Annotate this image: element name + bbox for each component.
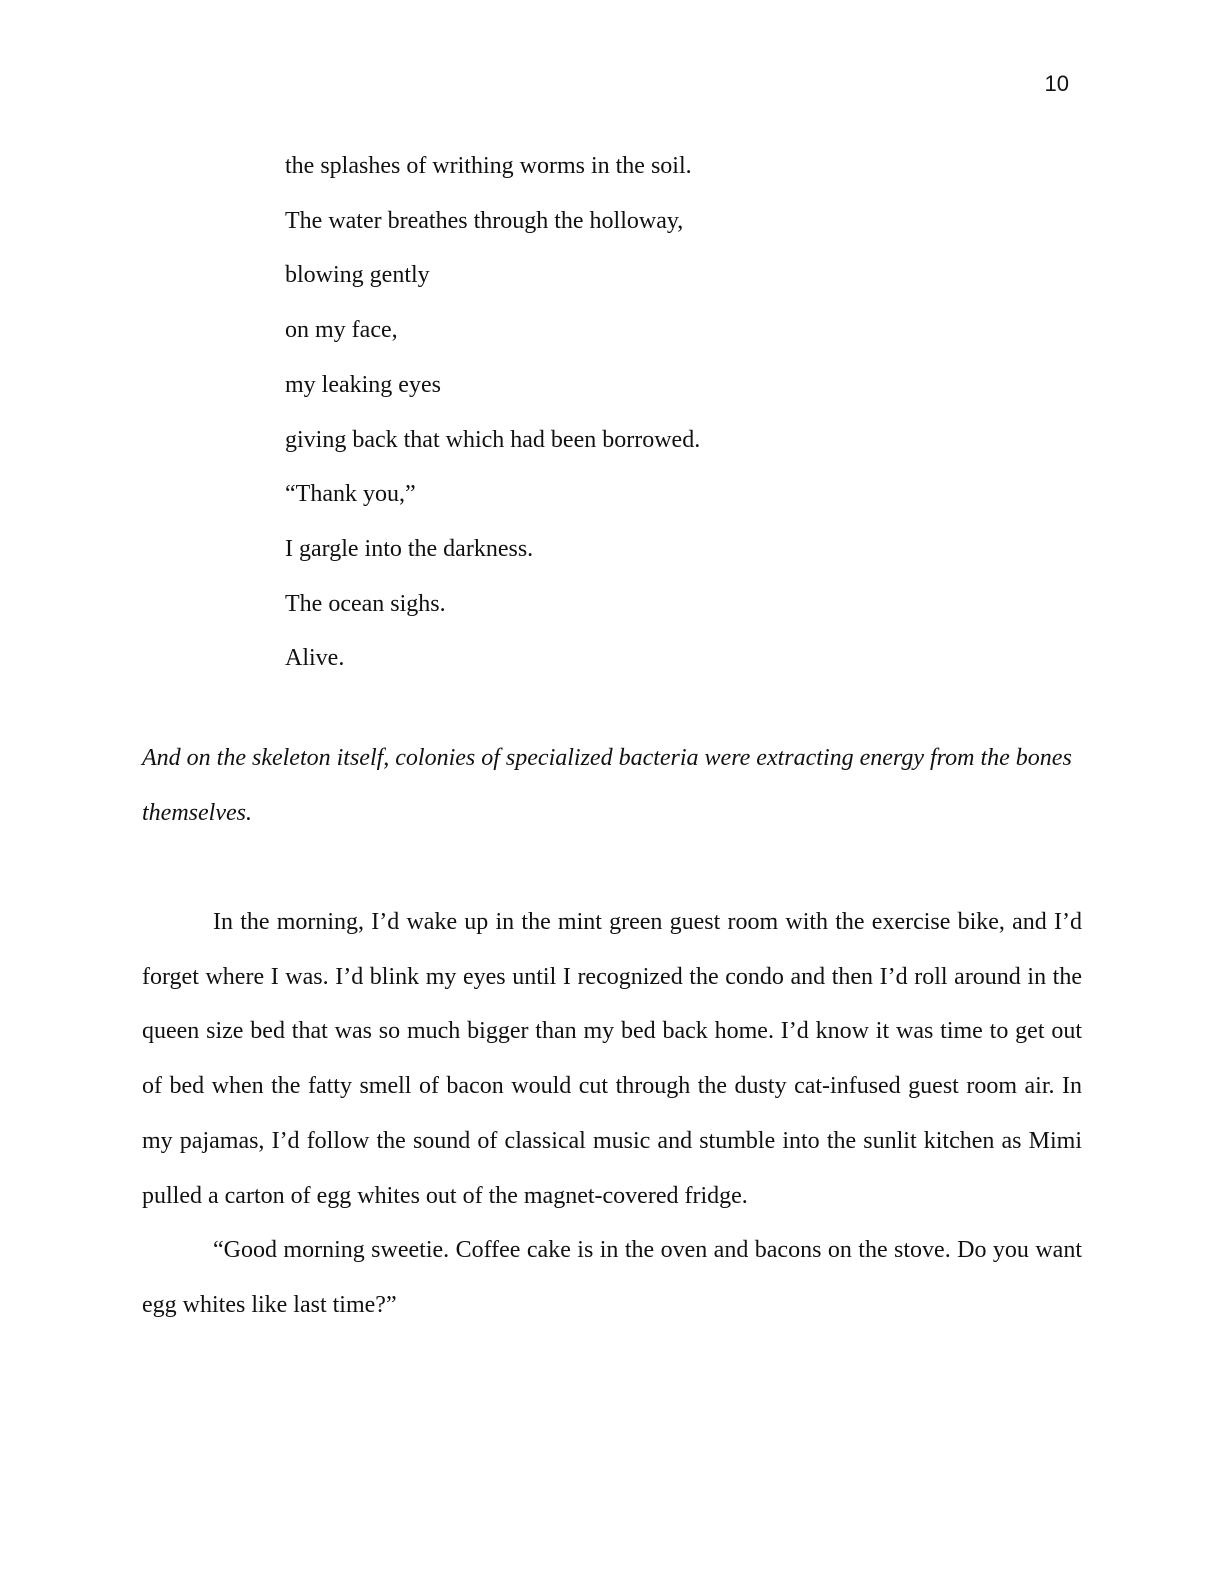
poem-line: the splashes of writhing worms in the soil. bbox=[285, 153, 692, 179]
poem-line: I gargle into the darkness. bbox=[285, 535, 534, 562]
poem-line: my leaking eyes bbox=[285, 371, 441, 398]
prose-paragraph: In the morning, I’d wake up in the mint green guest room with the exercise bike, and I’d forget where I was. I’d blink my eyes until I recognized the condo and then I’d roll around in the queen size bed that was so much bigger than my bed back home. I’d know it was time to get out of bed when the fatty smell of bacon would cut through the dusty cat-infused guest room air. In my pajamas, I’d follow the sound of classical music and stumble into the sunlit kitchen as Mimi pulled a carton of egg whites out of the magnet-covered fridge. bbox=[142, 909, 1082, 1209]
poem-line: giving back that which had been borrowed. bbox=[285, 426, 701, 453]
poem-line: Alive. bbox=[285, 645, 345, 672]
poem-line: The water breathes through the holloway, bbox=[285, 207, 684, 234]
poem-line: blowing gently bbox=[285, 262, 430, 289]
poem-line: The ocean sighs. bbox=[285, 590, 446, 617]
prose-section bbox=[142, 895, 1082, 1333]
page-number: 10 bbox=[1044, 71, 1069, 96]
poem-line: “Thank you,” bbox=[285, 481, 416, 508]
poem-stanza bbox=[285, 139, 1085, 686]
poem-line: on my face, bbox=[285, 317, 398, 344]
italic-epigraph: And on the skeleton itself, colonies of specialized bacteria were extracting energy from the bones themselves. bbox=[142, 745, 1072, 826]
dialogue-paragraph: “Good morning sweetie. Coffee cake is in the oven and bacons on the stove. Do you want egg whites like last time?” bbox=[142, 1237, 1082, 1318]
